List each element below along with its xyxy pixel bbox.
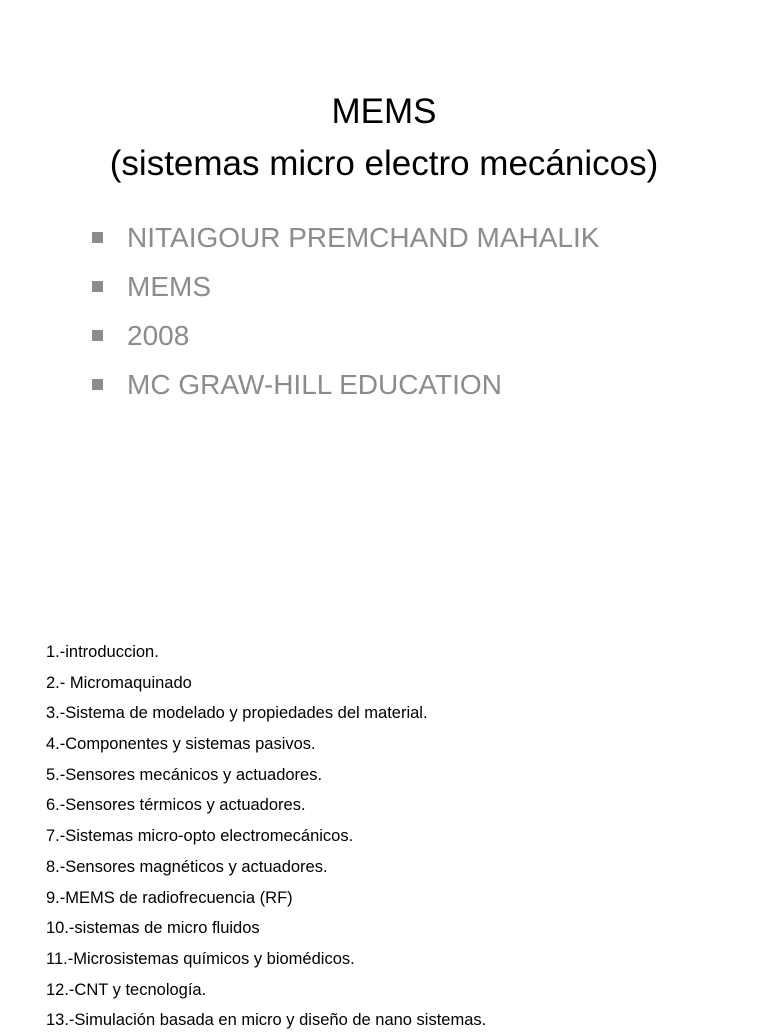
square-bullet-icon <box>92 232 103 243</box>
slide-title-line-2: (sistemas micro electro mecánicos) <box>109 144 659 183</box>
bullet-text: MEMS <box>127 270 211 302</box>
toc-item: 10.-sistemas de micro fluidos <box>46 919 260 938</box>
table-of-contents <box>46 637 486 1036</box>
bullet-text: NITAIGOUR PREMCHAND MAHALIK <box>127 221 600 253</box>
toc-item: 11.-Microsistemas químicos y biomédicos. <box>46 949 355 968</box>
toc-item: 12.-CNT y tecnología. <box>46 980 207 999</box>
square-bullet-icon <box>92 281 103 292</box>
toc-item: 4.-Componentes y sistemas pasivos. <box>46 735 316 754</box>
bullet-text: 2008 <box>127 319 190 351</box>
bullet-item-author <box>92 213 599 262</box>
toc-item: 6.-Sensores térmicos y actuadores. <box>46 796 306 815</box>
toc-item: 13.-Simulación basada en micro y diseño de nano sistemas. <box>46 1011 487 1030</box>
square-bullet-icon <box>92 330 103 341</box>
bullet-item-publisher <box>92 360 599 409</box>
toc-item: 7.-Sistemas micro-opto electromecánicos. <box>46 827 354 846</box>
toc-item: 8.-Sensores magnéticos y actuadores. <box>46 857 328 876</box>
square-bullet-icon <box>92 379 103 390</box>
toc-item: 9.-MEMS de radiofrecuencia (RF) <box>46 888 293 907</box>
slide-title <box>0 86 768 190</box>
bullet-list <box>92 213 599 409</box>
toc-item: 2.- Micromaquinado <box>46 673 192 692</box>
slide-title-line-1: MEMS <box>331 92 437 131</box>
toc-item: 3.-Sistema de modelado y propiedades del material. <box>46 704 428 723</box>
bullet-text: MC GRAW-HILL EDUCATION <box>127 368 502 400</box>
bullet-item-year <box>92 311 599 360</box>
toc-item: 5.-Sensores mecánicos y actuadores. <box>46 765 323 784</box>
toc-item: 1.-introduccion. <box>46 643 159 661</box>
bullet-item-book-title <box>92 262 599 311</box>
